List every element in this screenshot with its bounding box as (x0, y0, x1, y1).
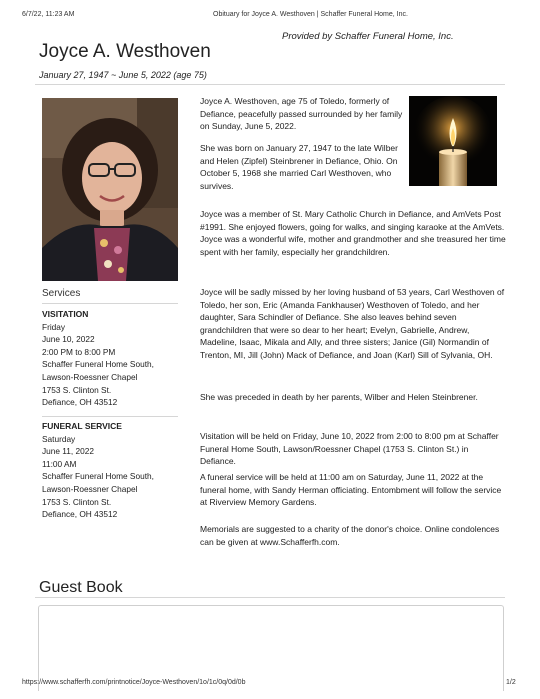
print-page-title: Obituary for Joyce A. Westhoven | Schaffer Funeral Home, Inc. (213, 11, 408, 18)
visitation-city: Defiance, OH 43512 (42, 397, 118, 408)
print-date: 6/7/22, 11:23 AM (22, 11, 75, 18)
funeral-address: 1753 S. Clinton St. (42, 496, 112, 507)
funeral-date: June 11, 2022 (42, 446, 94, 457)
obituary-paragraph: Memorials are suggested to a charity of the donor's choice. Online condolences can be given at www.Schafferfh.com. (200, 524, 500, 547)
obituary-paragraph: A funeral service will be held at 11:00 am on Saturday, June 11, 2022 at the funeral home, with Sandy Herman officiating. Entombment will follow the service at Riverview Memory Gardens. (200, 472, 502, 508)
funeral-place: Schaffer Funeral Home South, (42, 471, 154, 482)
funeral-day: Saturday (42, 433, 76, 444)
funeral-city: Defiance, OH 43512 (42, 509, 118, 520)
portrait-photo (42, 98, 178, 281)
obituary-paragraph: She was preceded in death by her parents, Wilber and Helen Steinbrener. (200, 392, 478, 402)
divider (42, 416, 178, 417)
life-dates: January 27, 1947 ~ June 5, 2022 (age 75) (39, 70, 207, 80)
visitation-place: Schaffer Funeral Home South, (42, 359, 154, 370)
provided-by: Provided by Schaffer Funeral Home, Inc. (282, 31, 454, 42)
obituary-paragraph: Visitation will be held on Friday, June 10, 2022 from 2:00 to 8:00 pm at Schaffer Funeral Home South, Lawson/Roessner Chapel (1753 S. Clinton St.) in Defiance. (200, 431, 499, 467)
visitation-block (42, 308, 154, 409)
visitation-chapel: Lawson-Roessner Chapel (42, 371, 138, 382)
divider (35, 84, 505, 85)
funeral-service-block (42, 420, 154, 521)
visitation-address: 1753 S. Clinton St. (42, 384, 112, 395)
obituary-paragraph: Joyce will be sadly missed by her loving husband of 53 years, Carl Westhoven of Toledo, her son, Eric (Amanda Fankhauser) Westhoven of Toledo, and her daughter, Sara Schindler of Defiance. She also leaves behind seven grandchildren that were so dear to her heart; Evelyn, Gabrielle, Andrew, Madeline, Isaac, Mikala and Ally, and three sisters; Janice (Gil) Normandin of Trenton, MI, Jill (John) Mack of Defiance, and Joan (Karl) Sill of Sylvania, OH. (200, 287, 505, 360)
funeral-heading: FUNERAL SERVICE (42, 421, 122, 431)
footer-url: https://www.schafferfh.com/printnotice/Joyce-Westhoven/1o/1c/0q/0d/0b (22, 679, 246, 686)
guest-book-title: Guest Book (39, 579, 123, 596)
funeral-chapel: Lawson-Roessner Chapel (42, 483, 138, 494)
visitation-heading: VISITATION (42, 309, 89, 319)
visitation-day: Friday (42, 321, 66, 332)
funeral-time: 11:00 AM (42, 458, 77, 469)
divider (42, 303, 178, 304)
obituary-paragraph: She was born on January 27, 1947 to the late Wilber and Helen (Zipfel) Steinbrener in Defiance, Ohio. On October 5, 1968 she married Carl Westhoven, who survives. (200, 143, 398, 191)
services-title: Services (42, 288, 81, 299)
obituary-paragraph: Joyce A. Westhoven, age 75 of Toledo, formerly of Defiance, peacefully passed surrounded by her family on Sunday, June 5, 2022. (200, 96, 403, 132)
visitation-time: 2:00 PM to 8:00 PM (42, 346, 116, 357)
obituary-paragraph: Joyce was a member of St. Mary Catholic Church in Defiance, and AmVets Post #1991. She enjoyed flowers, going for walks, and singing karaoke at the AmVets. Joyce was a wonderful wife, mother and grandmother and she treasured her time spent with her family, especially her grandchildren. (200, 209, 506, 257)
footer-page-number: 1/2 (506, 679, 516, 686)
visitation-date: June 10, 2022 (42, 334, 95, 345)
deceased-name: Joyce A. Westhoven (39, 41, 211, 62)
divider (35, 597, 505, 598)
candle-image (409, 96, 497, 186)
